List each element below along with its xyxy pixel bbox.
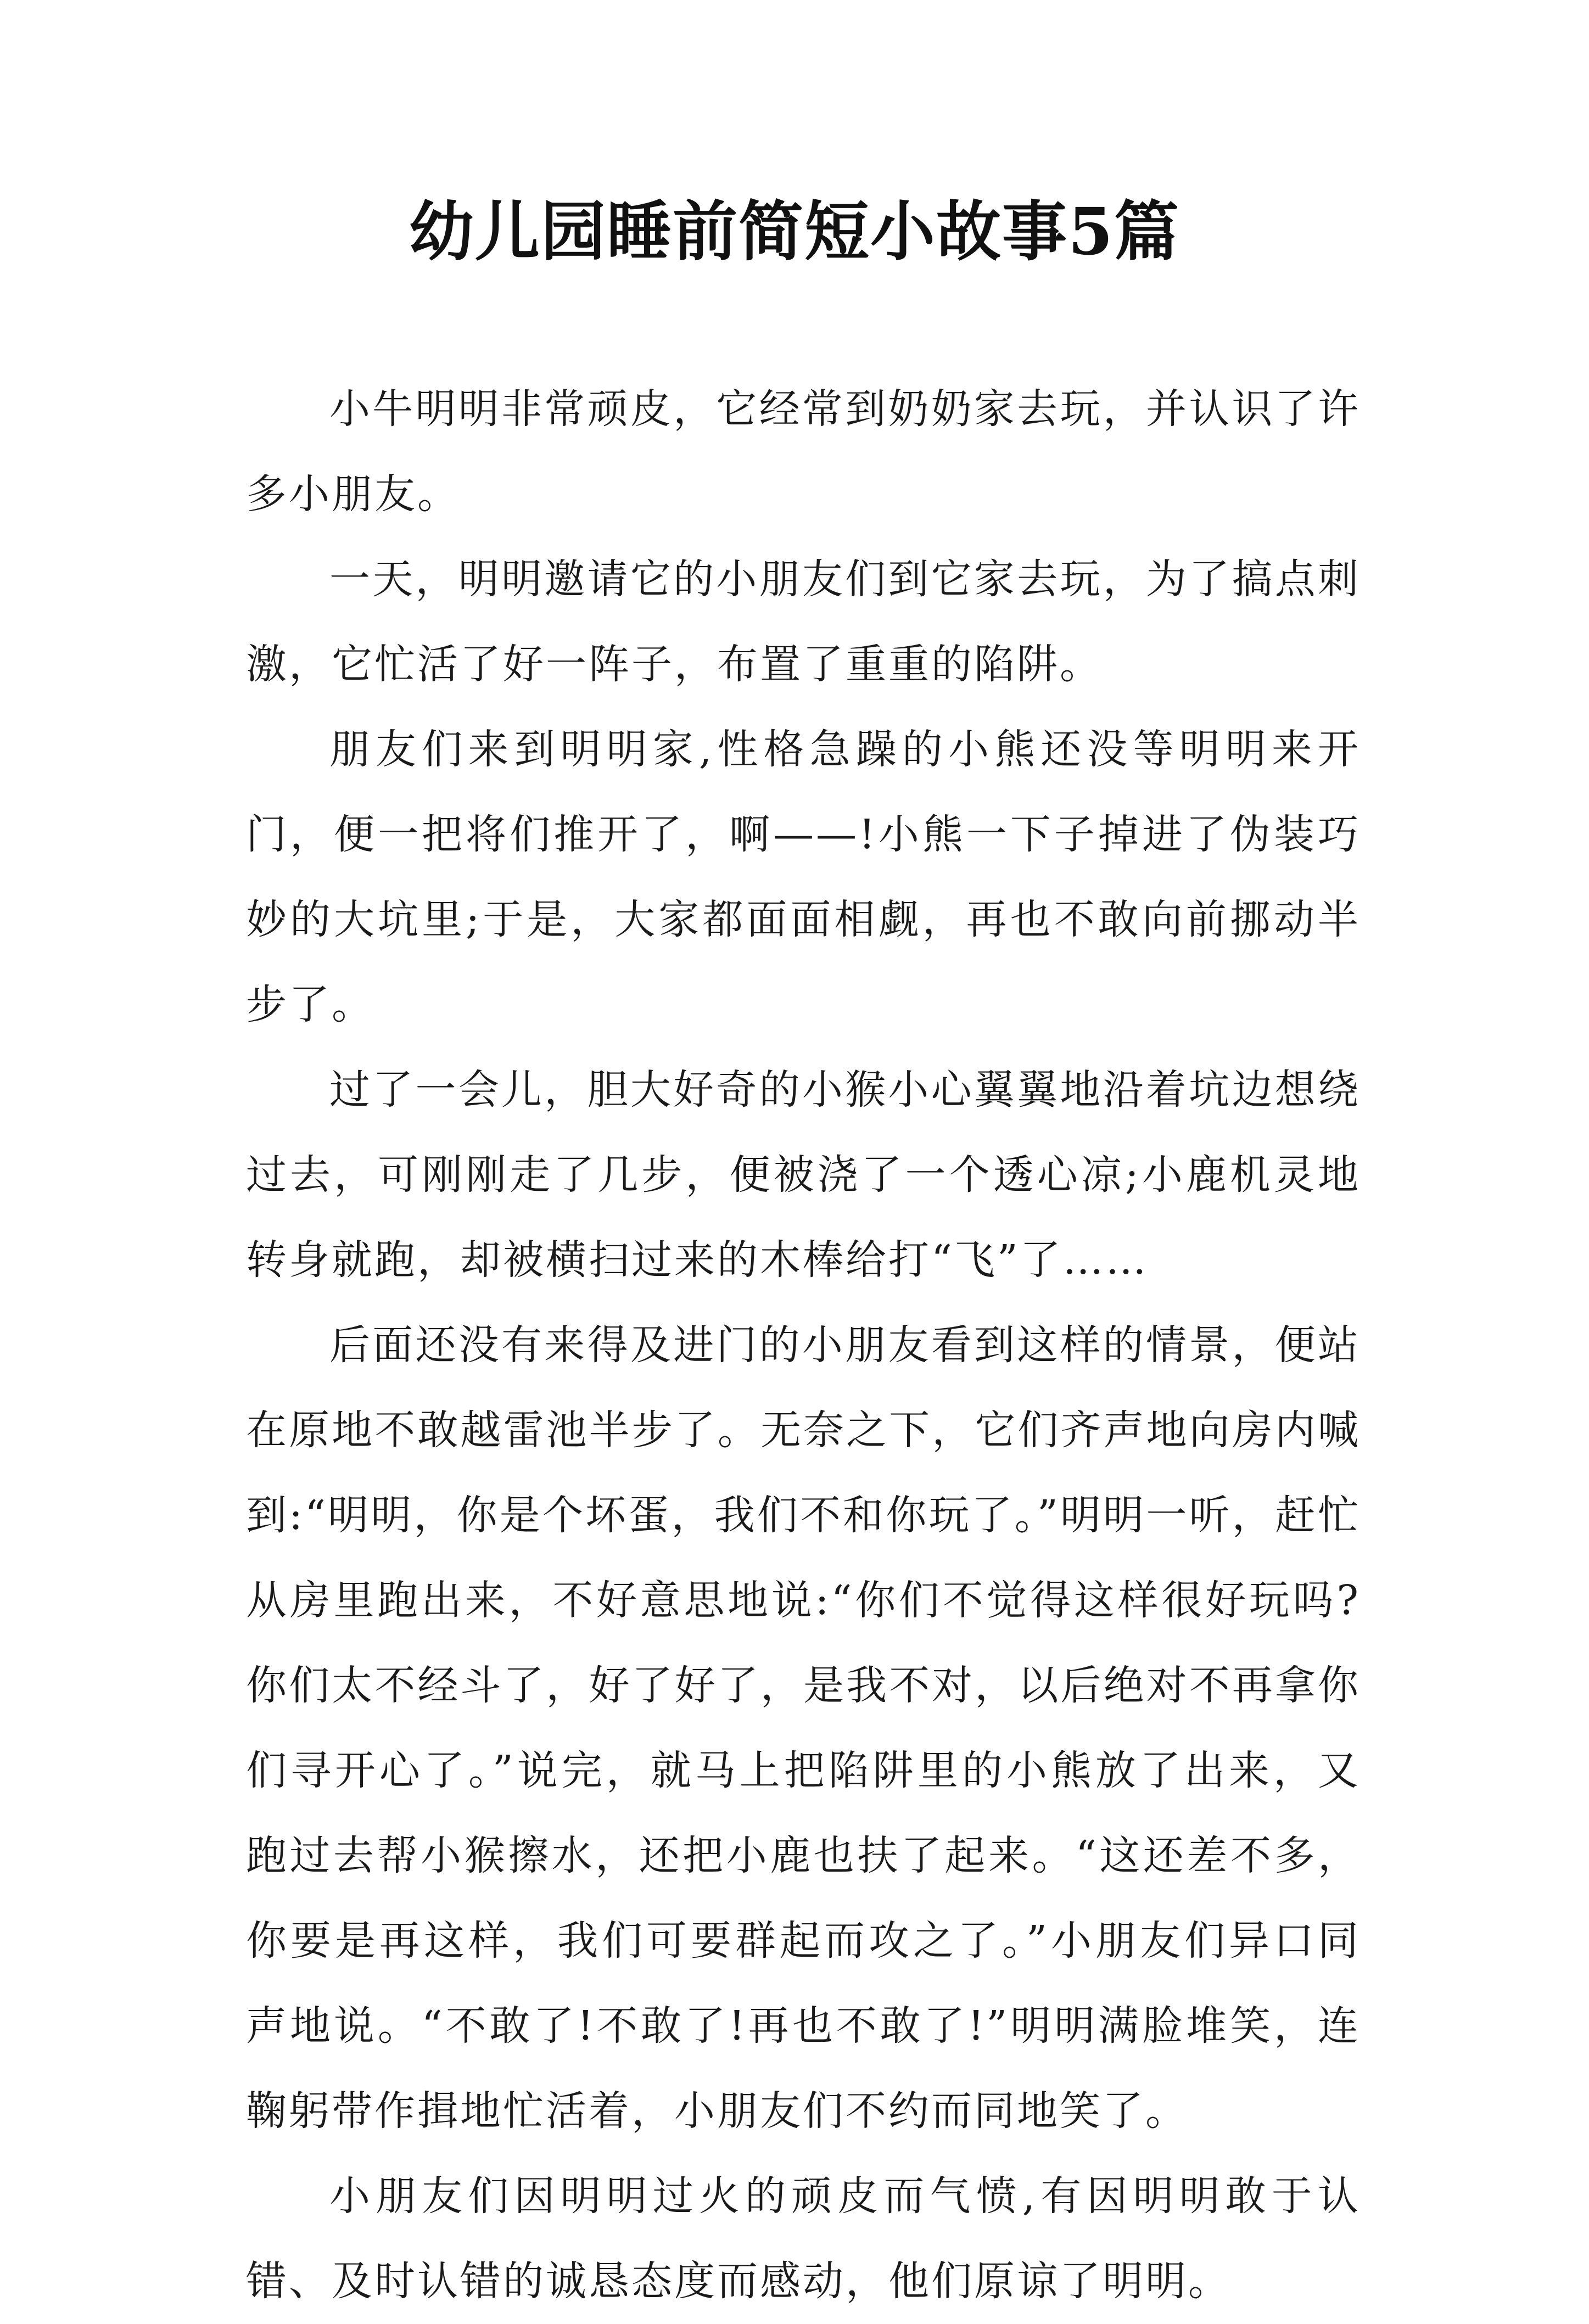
document-title: 幼儿园睡前简短小故事5篇 (409, 193, 1180, 270)
paragraph: 后面还没有来得及进门的小朋友看到这样的情景，便站在原地不敢越雷池半步了。无奈之下，它们齐声地向房内喊到:“明明，你是个坏蛋，我们不和你玩了。”明明一听，赶忙从房里跑出来，不好意思地说:“你们不觉得这样很好玩吗?你们太不经斗了，好了好了，是我不对，以后绝对不再拿你们寻开心了。”说完，就马上把陷阱里的小熊放了出来，又跑过去帮小猴擦水，还把小鹿也扶了起来。“这还差不多，你要是再这样，我们可要群起而攻之了。”小朋友们异口同声地说。“不敢了!不敢了!再也不敢了!”明明满脸堆笑，连鞠躬带作揖地忙活着，小朋友们不约而同地笑了。 (246, 1321, 1361, 2135)
paragraph: 小牛明明非常顽皮，它经常到奶奶家去玩，并认识了许多小朋友。 (246, 385, 1361, 518)
document-body (246, 367, 1361, 2324)
paragraph: 一天，明明邀请它的小朋友们到它家去玩，为了搞点刺激，它忙活了好一阵子，布置了重重的陷阱。 (246, 556, 1361, 688)
paragraph: 小朋友们因明明过火的顽皮而气愤,有因明明敢于认错、及时认错的诚恳态度而感动，他们原谅了明明。 (246, 2172, 1361, 2305)
paragraph: 朋友们来到明明家,性格急躁的小熊还没等明明来开门，便一把将们推开了，啊——!小熊一下子掉进了伪装巧妙的大坑里;于是，大家都面面相觑，再也不敢向前挪动半步了。 (246, 726, 1361, 1028)
paragraph: 过了一会儿，胆大好奇的小猴小心翼翼地沿着坑边想绕过去，可刚刚走了几步，便被浇了一个透心凉;小鹿机灵地转身就跑，却被横扫过来的木棒给打“飞”了…… (246, 1066, 1361, 1284)
